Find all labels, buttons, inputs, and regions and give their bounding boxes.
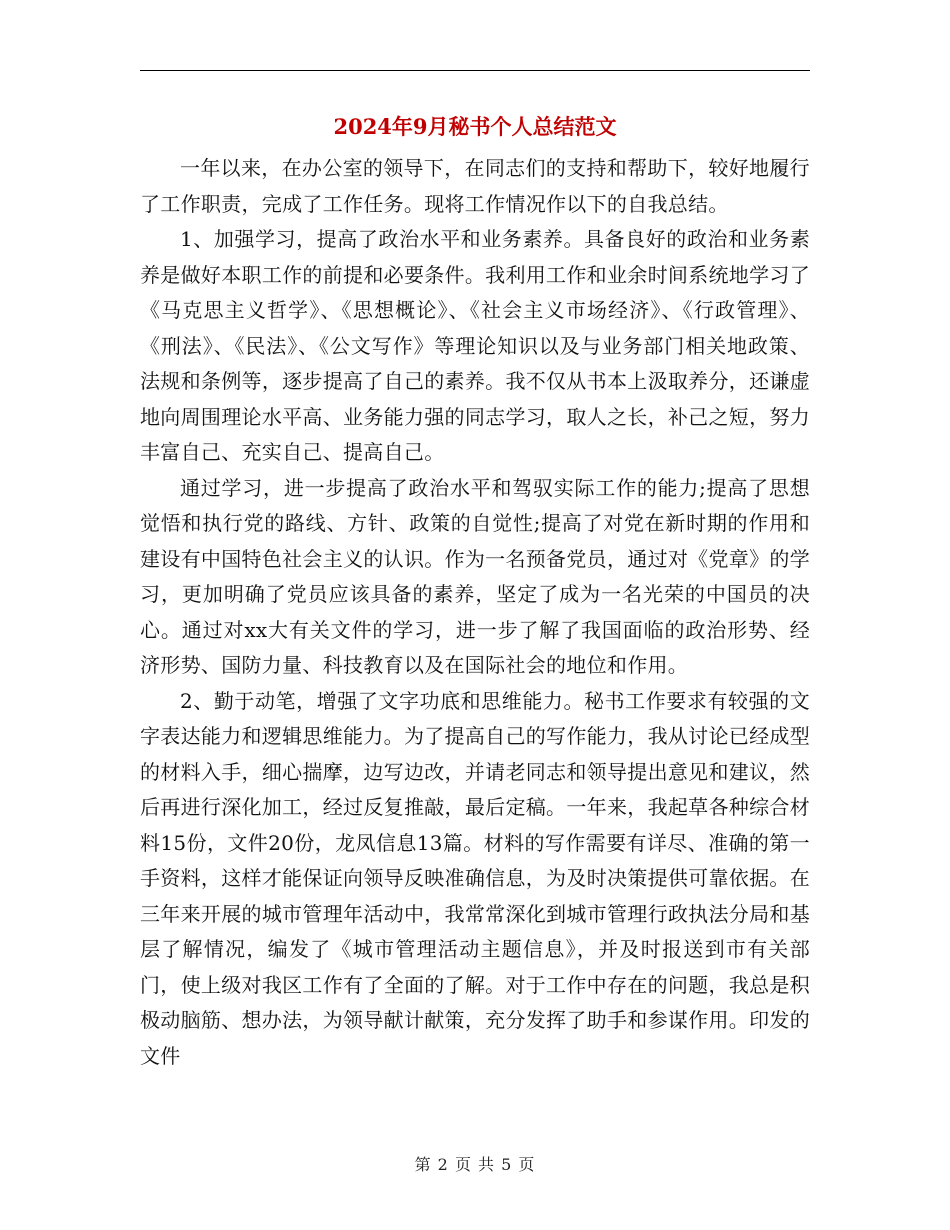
document-title: 2024年9月秘书个人总结范文 [333, 114, 617, 139]
paragraph-intro: 一年以来，在办公室的领导下，在同志们的支持和帮助下，较好地履行了工作职责，完成了工作任务。现将工作情况作以下的自我总结。 [140, 156, 810, 216]
paragraph-writing: 2、勤于动笔，增强了文字功底和思维能力。秘书工作要求有较强的文字表达能力和逻辑思维能力。为了提高自己的写作能力，我从讨论已经成型的材料入手，细心揣摩，边写边改，并请老同志和领导提出意见和建议，然后再进行深化加工，经过反复推敲，最后定稿。一年来，我起草各种综合材料15份，文件20份，龙凤信息13篇。材料的写作需要有详尽、准确的第一手资料，这样才能保证向领导反映准确信息，为及时决策提供可靠依据。在三年来开展的城市管理年活动中，我常常深化到城市管理行政执法分局和基层了解情况，编发了《城市管理活动主题信息》，并及时报送到市有关部门，使上级对我区工作有了全面的了解。对于工作中存在的问题，我总是积极动脑筋、想办法，为领导献计献策，充分发挥了助手和参谋作用。印发的文件 [140, 688, 810, 1068]
paragraph-study: 1、加强学习，提高了政治水平和业务素养。具备良好的政治和业务素养是做好本职工作的前提和必要条件。我利用工作和业余时间系统地学习了《马克思主义哲学》、《思想概论》、《社会主义市场经济》、《行政管理》、《刑法》、《民法》、《公文写作》等理论知识以及与业务部门相关地政策、法规和条例等，逐步提高了自己的素养。我不仅从书本上汲取养分，还谦虚地向周围理论水平高、业务能力强的同志学习，取人之长，补己之短，努力丰富自己、充实自己、提高自己。 [140, 227, 810, 464]
page-number: 第 2 页 共 5 页 [414, 1155, 536, 1174]
document-body [140, 151, 810, 1074]
header-rule [140, 70, 810, 71]
paragraph-study-results: 通过学习，进一步提高了政治水平和驾驭实际工作的能力;提高了思想觉悟和执行党的路线、方针、政策的自觉性;提高了对党在新时期的作用和建设有中国特色社会主义的认识。作为一名预备党员，通过对《党章》的学习，更加明确了党员应该具备的素养，坚定了成为一名光荣的中国员的决心。通过对xx大有关文件的学习，进一步了解了我国面临的政治形势、经济形势、国防力量、科技教育以及在国际社会的地位和作用。 [140, 475, 810, 677]
